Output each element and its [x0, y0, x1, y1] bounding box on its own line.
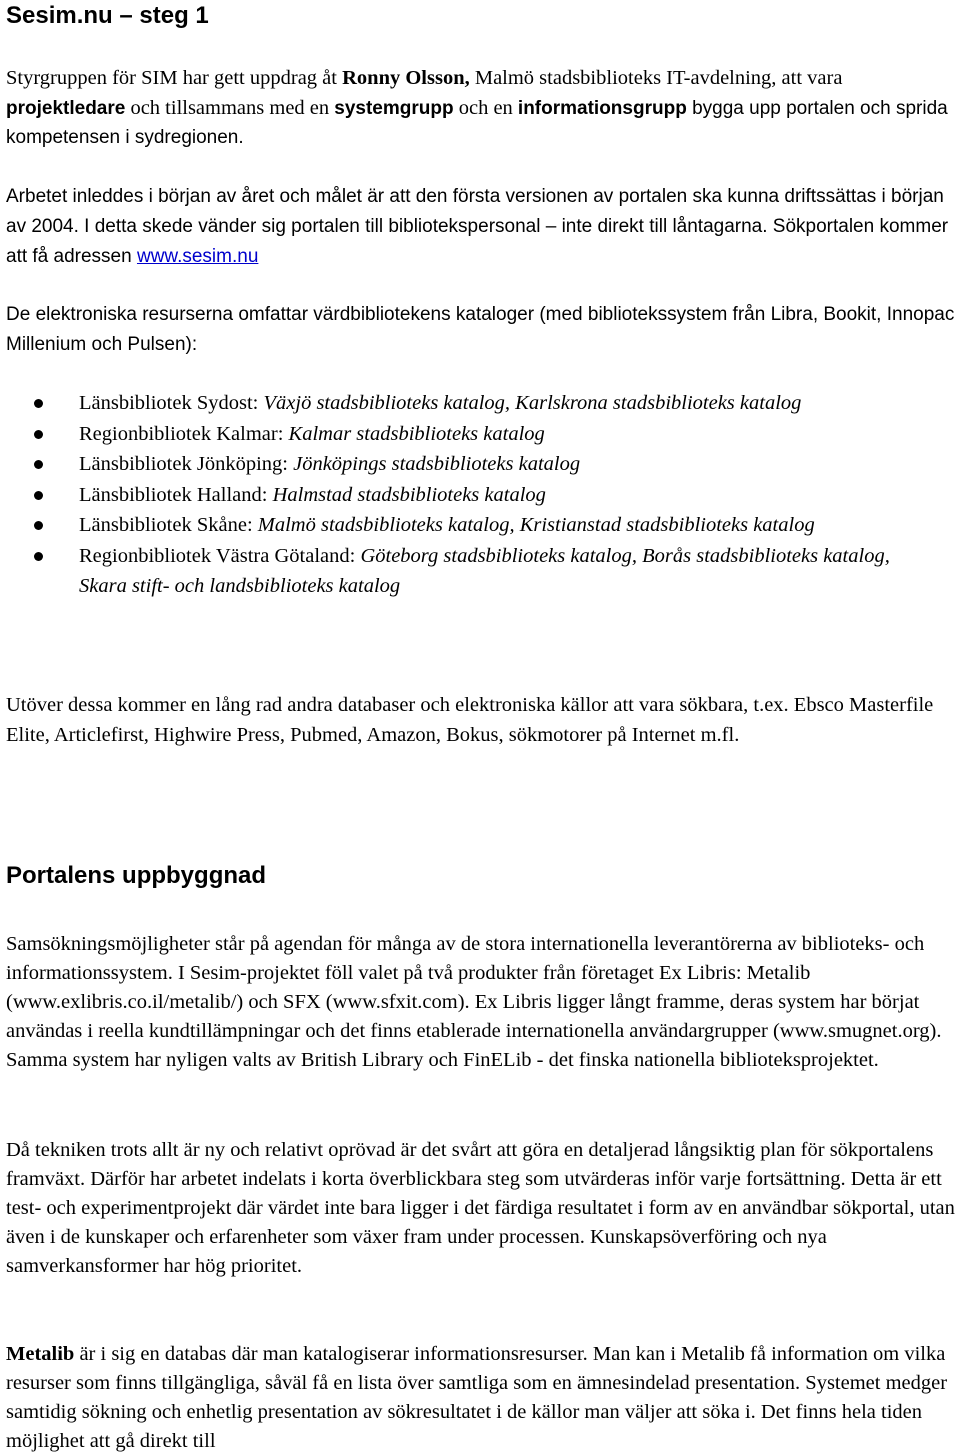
library-catalogs: Göteborg stadsbiblioteks katalog, Borås stadsbiblioteks katalog, Skara stift- och landsbiblioteks katalog	[79, 544, 890, 597]
library-catalogs: Jönköpings stadsbiblioteks katalog	[293, 453, 581, 475]
page-title: Sesim.nu – steg 1	[6, 2, 209, 29]
library-catalogs: Malmö stadsbiblioteks katalog, Kristianstad stadsbiblioteks katalog	[257, 514, 815, 536]
list-item	[0, 510, 929, 541]
bullet-icon	[34, 460, 43, 469]
bullet-icon	[34, 521, 43, 530]
library-label: Länsbibliotek Jönköping:	[79, 453, 294, 475]
library-label: Regionbibliotek Västra Götaland:	[79, 544, 361, 567]
list-item	[0, 388, 929, 419]
library-label: Länsbibliotek Sydost:	[79, 392, 264, 414]
library-catalogs: Växjö stadsbiblioteks katalog, Karlskrona stadsbiblioteks katalog	[263, 392, 802, 414]
plan-text: Då tekniken trots allt är ny och relativt oprövad är det svårt att göra en detaljerad långsiktig plan för sökportalens framväxt. Därför har arbetet indelats i korta överblickbara steg som utvärderas inför varje fortsättning. Detta är ett test- och experimentprojekt där värdet inte bara ligger i det färdiga resultatet i form av en användbar sökportal, utan även i de kunskaper och erfarenheter som växer fram under processen. Kunskapsöverföring och nya samverkansformer har hög prioritet.	[6, 1139, 955, 1277]
schedule-text: Arbetet inleddes i början av året och målet är att den första versionen av portalen ska kunna driftssättas i början av 2004. I detta skede vänder sig portalen till bibliotekspersonal – inte direkt till låntagarna. Sökportalen kommer att få adressen	[6, 186, 949, 267]
library-catalogs: Halmstad stadsbiblioteks katalog	[272, 483, 546, 506]
library-catalogs: Kalmar stadsbiblioteks katalog	[288, 422, 545, 445]
plan-paragraph	[6, 1136, 956, 1281]
intro-text-5: bygga upp portalen och sprida kompetensen i sydregionen.	[6, 97, 948, 148]
metalib-paragraph	[6, 1340, 956, 1456]
list-item	[0, 480, 929, 511]
schedule-paragraph	[6, 182, 956, 272]
library-label: Länsbibliotek Halland:	[79, 483, 273, 506]
library-label: Länsbibliotek Skåne:	[79, 514, 258, 536]
intro-bold-informationsgrupp: informationsgrupp	[517, 97, 687, 119]
intro-text-4: och en	[453, 96, 518, 119]
bullet-icon	[34, 491, 43, 500]
list-item	[0, 449, 929, 480]
resources-paragraph	[6, 300, 956, 359]
portal-paragraph	[6, 930, 956, 1075]
portal-text: Samsökningsmöjligheter står på agendan för många av de stora internationella leverantörerna av biblioteks- och informationssystem. I Sesim-projektet föll valet på två produkter från företaget Ex Libris: Metalib (www.exlibris.co.il/metalib/) och SFX (www.sfxit.com). Ex Libris ligger långt framme, deras system har börjat användas i reella kundtillämpningar och det finns etablerade internationella användargrupper (www.smugnet.org). Samma system har nyligen valts av British Library och FinELib - det finska nationella biblioteksprojektet.	[6, 933, 942, 1071]
sesim-link[interactable]: www.sesim.nu	[136, 246, 259, 267]
library-list	[0, 388, 960, 602]
library-label: Regionbibliotek Kalmar:	[79, 422, 289, 445]
metalib-text: är i sig en databas där man katalogiserar informationsresurser. Man kan i Metalib få information om vilka resurser som finns tillgängliga, såväl få en lista över samtliga som en ämnesindelad presentation. Systemet medger samtidig sökning och enhetlig presentation av sökresultatet i de källor man väljer att söka i. Det finns hela tiden möjlighet att gå direkt till	[6, 1343, 948, 1452]
metalib-bold: Metalib	[6, 1343, 75, 1365]
bullet-icon	[34, 430, 43, 439]
databases-paragraph	[6, 690, 956, 750]
intro-text-2: Malmö stadsbiblioteks IT-avdelning, att vara	[469, 67, 843, 89]
intro-text-1: Styrgruppen för SIM har gett uppdrag åt	[6, 67, 343, 89]
intro-paragraph	[6, 64, 956, 153]
intro-bold-systemgrupp: systemgrupp	[334, 97, 454, 119]
intro-bold-projektledare: projektledare	[6, 97, 126, 119]
list-item	[0, 541, 929, 602]
intro-bold-name: Ronny Olsson,	[342, 67, 470, 89]
bullet-icon	[34, 399, 43, 408]
resources-text: De elektroniska resurserna omfattar värdbibliotekens kataloger (med bibliotekssystem från Libra, Bookit, Innopac Millenium och Pulsen):	[6, 304, 955, 355]
list-item	[0, 419, 929, 450]
intro-text-3: och tillsammans med en	[125, 96, 335, 119]
section-heading: Portalens uppbyggnad	[6, 862, 267, 889]
databases-text: Utöver dessa kommer en lång rad andra databaser och elektroniska källor att vara sökbara, t.ex. Ebsco Masterfile Elite, Articlefirst, Highwire Press, Pubmed, Amazon, Bokus, sökmotorer på Internet m.fl.	[6, 694, 934, 746]
bullet-icon	[34, 552, 43, 561]
